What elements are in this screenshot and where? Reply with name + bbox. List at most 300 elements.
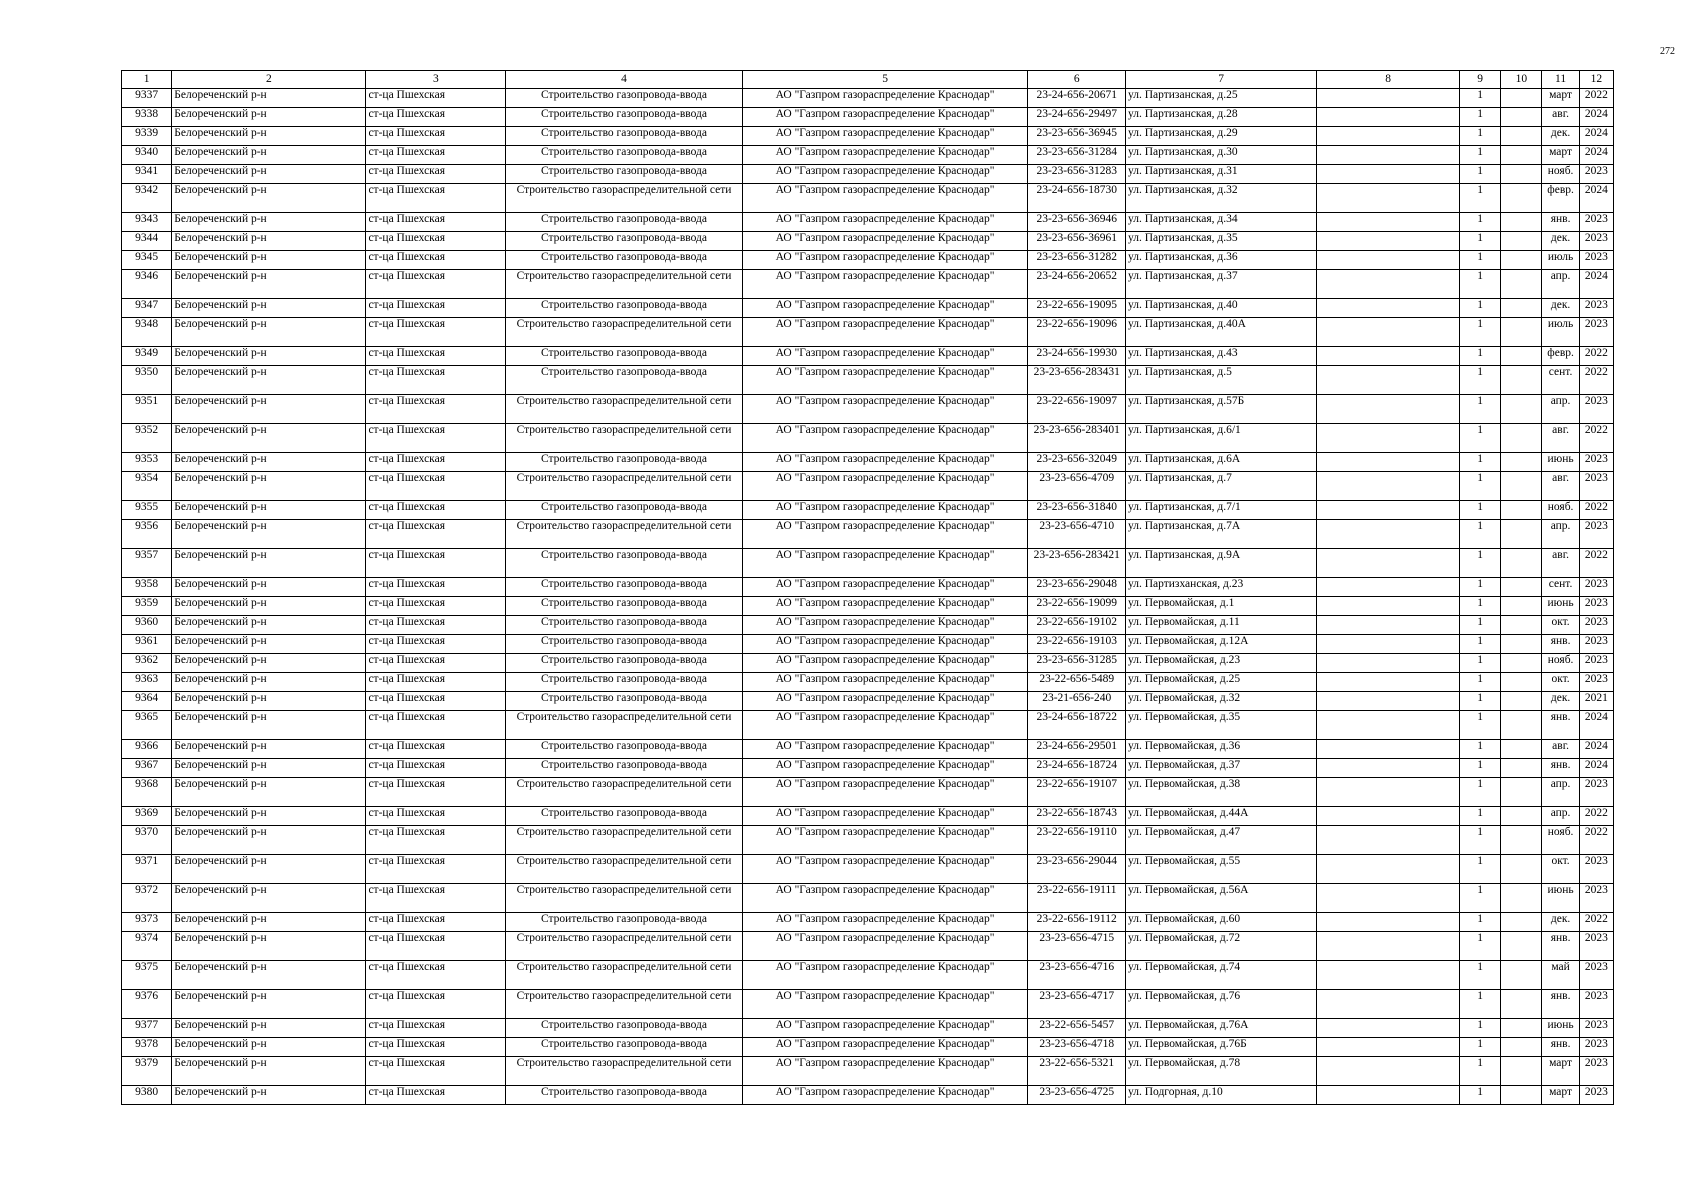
cell-organization: АО "Газпром газораспределение Краснодар" (742, 778, 1028, 807)
cell-col8 (1317, 127, 1460, 146)
cell-settlement: ст-ца Пшехская (366, 913, 506, 932)
cell-work-type: Строительство газопровода-ввода (506, 501, 742, 520)
cell-year: 2024 (1579, 146, 1613, 165)
cell-organization: АО "Газпром газораспределение Краснодар" (742, 578, 1028, 597)
cell-number: 9351 (122, 395, 172, 424)
column-header: 1 (122, 71, 172, 89)
column-header: 12 (1579, 71, 1613, 89)
cell-month: янв. (1542, 635, 1579, 654)
cell-number: 9375 (122, 961, 172, 990)
cell-settlement: ст-ца Пшехская (366, 347, 506, 366)
cell-settlement: ст-ца Пшехская (366, 453, 506, 472)
cell-number: 9377 (122, 1019, 172, 1038)
cell-year: 2022 (1579, 347, 1613, 366)
cell-work-type: Строительство газопровода-ввода (506, 597, 742, 616)
cell-organization: АО "Газпром газораспределение Краснодар" (742, 184, 1028, 213)
table-row (122, 251, 1614, 270)
page-number: 272 (1660, 46, 1675, 57)
cell-code: 23-22-656-19095 (1028, 299, 1126, 318)
cell-number: 9378 (122, 1038, 172, 1057)
cell-code: 23-23-656-4716 (1028, 961, 1126, 990)
cell-district: Белореченский р-н (172, 366, 366, 395)
cell-address: ул. Партизанская, д.35 (1126, 232, 1317, 251)
cell-organization: АО "Газпром газораспределение Краснодар" (742, 1019, 1028, 1038)
table-row (122, 184, 1614, 213)
cell-number: 9363 (122, 673, 172, 692)
cell-settlement: ст-ца Пшехская (366, 616, 506, 635)
cell-address: ул. Партизанская, д.30 (1126, 146, 1317, 165)
cell-settlement: ст-ца Пшехская (366, 299, 506, 318)
cell-col8 (1317, 778, 1460, 807)
cell-district: Белореченский р-н (172, 251, 366, 270)
cell-quantity: 1 (1460, 1019, 1501, 1038)
cell-year: 2024 (1579, 270, 1613, 299)
cell-number: 9379 (122, 1057, 172, 1086)
table-row (122, 146, 1614, 165)
cell-number: 9346 (122, 270, 172, 299)
cell-col10 (1501, 807, 1542, 826)
cell-work-type: Строительство газопровода-ввода (506, 578, 742, 597)
cell-settlement: ст-ца Пшехская (366, 318, 506, 347)
cell-col8 (1317, 807, 1460, 826)
cell-code: 23-24-656-18724 (1028, 759, 1126, 778)
cell-number: 9380 (122, 1086, 172, 1105)
cell-month: апр. (1542, 520, 1579, 549)
cell-address: ул. Подгорная, д.10 (1126, 1086, 1317, 1105)
cell-address: ул. Партизханская, д.23 (1126, 578, 1317, 597)
cell-col10 (1501, 597, 1542, 616)
cell-number: 9365 (122, 711, 172, 740)
cell-address: ул. Первомайская, д.23 (1126, 654, 1317, 673)
cell-number: 9353 (122, 453, 172, 472)
cell-year: 2024 (1579, 108, 1613, 127)
cell-settlement: ст-ца Пшехская (366, 1038, 506, 1057)
cell-col10 (1501, 1057, 1542, 1086)
cell-month: июнь (1542, 597, 1579, 616)
cell-organization: АО "Газпром газораспределение Краснодар" (742, 108, 1028, 127)
cell-col10 (1501, 453, 1542, 472)
cell-col8 (1317, 146, 1460, 165)
cell-col8 (1317, 692, 1460, 711)
table-row (122, 318, 1614, 347)
cell-work-type: Строительство газопровода-ввода (506, 673, 742, 692)
cell-quantity: 1 (1460, 1057, 1501, 1086)
cell-organization: АО "Газпром газораспределение Краснодар" (742, 826, 1028, 855)
cell-organization: АО "Газпром газораспределение Краснодар" (742, 990, 1028, 1019)
cell-settlement: ст-ца Пшехская (366, 597, 506, 616)
cell-year: 2023 (1579, 673, 1613, 692)
cell-col8 (1317, 913, 1460, 932)
cell-month: нояб. (1542, 826, 1579, 855)
cell-organization: АО "Газпром газораспределение Краснодар" (742, 89, 1028, 108)
cell-code: 23-23-656-4718 (1028, 1038, 1126, 1057)
column-header: 11 (1542, 71, 1579, 89)
cell-number: 9374 (122, 932, 172, 961)
cell-district: Белореченский р-н (172, 778, 366, 807)
table-row (122, 635, 1614, 654)
cell-work-type: Строительство газораспределительной сети (506, 855, 742, 884)
cell-district: Белореченский р-н (172, 146, 366, 165)
cell-month: дек. (1542, 913, 1579, 932)
cell-code: 23-22-656-19097 (1028, 395, 1126, 424)
cell-code: 23-23-656-29048 (1028, 578, 1126, 597)
cell-number: 9347 (122, 299, 172, 318)
cell-settlement: ст-ца Пшехская (366, 778, 506, 807)
table-row (122, 395, 1614, 424)
cell-year: 2023 (1579, 318, 1613, 347)
cell-district: Белореченский р-н (172, 318, 366, 347)
table-row (122, 89, 1614, 108)
cell-settlement: ст-ца Пшехская (366, 520, 506, 549)
cell-number: 9359 (122, 597, 172, 616)
cell-number: 9371 (122, 855, 172, 884)
cell-number: 9341 (122, 165, 172, 184)
cell-district: Белореченский р-н (172, 1086, 366, 1105)
cell-district: Белореченский р-н (172, 654, 366, 673)
cell-district: Белореченский р-н (172, 299, 366, 318)
cell-col8 (1317, 89, 1460, 108)
cell-month: апр. (1542, 778, 1579, 807)
cell-col10 (1501, 961, 1542, 990)
cell-address: ул. Партизанская, д.6А (1126, 453, 1317, 472)
cell-code: 23-22-656-19110 (1028, 826, 1126, 855)
cell-quantity: 1 (1460, 472, 1501, 501)
cell-address: ул. Партизанская, д.25 (1126, 89, 1317, 108)
cell-address: ул. Партизанская, д.6/1 (1126, 424, 1317, 453)
cell-district: Белореченский р-н (172, 165, 366, 184)
cell-address: ул. Партизанская, д.7/1 (1126, 501, 1317, 520)
cell-col8 (1317, 366, 1460, 395)
cell-district: Белореченский р-н (172, 232, 366, 251)
cell-district: Белореченский р-н (172, 597, 366, 616)
cell-month: янв. (1542, 990, 1579, 1019)
cell-month: нояб. (1542, 654, 1579, 673)
table-row (122, 520, 1614, 549)
cell-work-type: Строительство газораспределительной сети (506, 961, 742, 990)
cell-year: 2023 (1579, 453, 1613, 472)
cell-work-type: Строительство газопровода-ввода (506, 692, 742, 711)
cell-month: апр. (1542, 807, 1579, 826)
cell-year: 2023 (1579, 961, 1613, 990)
cell-settlement: ст-ца Пшехская (366, 711, 506, 740)
cell-organization: АО "Газпром газораспределение Краснодар" (742, 740, 1028, 759)
cell-year: 2023 (1579, 213, 1613, 232)
cell-col8 (1317, 759, 1460, 778)
cell-month: май (1542, 961, 1579, 990)
cell-quantity: 1 (1460, 424, 1501, 453)
cell-quantity: 1 (1460, 453, 1501, 472)
cell-work-type: Строительство газопровода-ввода (506, 913, 742, 932)
cell-code: 23-22-656-19096 (1028, 318, 1126, 347)
cell-code: 23-22-656-19102 (1028, 616, 1126, 635)
cell-work-type: Строительство газопровода-ввода (506, 635, 742, 654)
cell-col10 (1501, 673, 1542, 692)
table-row (122, 597, 1614, 616)
cell-month: июль (1542, 251, 1579, 270)
table-row (122, 165, 1614, 184)
table-row (122, 347, 1614, 366)
cell-quantity: 1 (1460, 759, 1501, 778)
cell-settlement: ст-ца Пшехская (366, 549, 506, 578)
cell-col10 (1501, 232, 1542, 251)
table-row (122, 453, 1614, 472)
cell-col10 (1501, 711, 1542, 740)
cell-month: окт. (1542, 616, 1579, 635)
cell-address: ул. Партизанская, д.40А (1126, 318, 1317, 347)
cell-district: Белореченский р-н (172, 855, 366, 884)
cell-col8 (1317, 932, 1460, 961)
cell-organization: АО "Газпром газораспределение Краснодар" (742, 146, 1028, 165)
table-row (122, 232, 1614, 251)
cell-code: 23-24-656-20671 (1028, 89, 1126, 108)
cell-number: 9368 (122, 778, 172, 807)
table-row (122, 826, 1614, 855)
cell-work-type: Строительство газопровода-ввода (506, 807, 742, 826)
cell-organization: АО "Газпром газораспределение Краснодар" (742, 251, 1028, 270)
table-row (122, 778, 1614, 807)
cell-code: 23-23-656-283401 (1028, 424, 1126, 453)
cell-quantity: 1 (1460, 184, 1501, 213)
cell-work-type: Строительство газопровода-ввода (506, 127, 742, 146)
table-row (122, 673, 1614, 692)
cell-col8 (1317, 826, 1460, 855)
cell-col8 (1317, 1038, 1460, 1057)
cell-settlement: ст-ца Пшехская (366, 184, 506, 213)
cell-settlement: ст-ца Пшехская (366, 270, 506, 299)
cell-col8 (1317, 654, 1460, 673)
cell-address: ул. Первомайская, д.11 (1126, 616, 1317, 635)
cell-col8 (1317, 597, 1460, 616)
cell-work-type: Строительство газопровода-ввода (506, 759, 742, 778)
table-row (122, 549, 1614, 578)
cell-number: 9344 (122, 232, 172, 251)
cell-organization: АО "Газпром газораспределение Краснодар" (742, 932, 1028, 961)
cell-organization: АО "Газпром газораспределение Краснодар" (742, 807, 1028, 826)
cell-address: ул. Первомайская, д.1 (1126, 597, 1317, 616)
table-row (122, 1057, 1614, 1086)
cell-organization: АО "Газпром газораспределение Краснодар" (742, 673, 1028, 692)
cell-quantity: 1 (1460, 855, 1501, 884)
cell-district: Белореченский р-н (172, 961, 366, 990)
cell-quantity: 1 (1460, 1038, 1501, 1057)
cell-number: 9338 (122, 108, 172, 127)
column-header: 7 (1126, 71, 1317, 89)
cell-year: 2023 (1579, 232, 1613, 251)
cell-quantity: 1 (1460, 913, 1501, 932)
table-row (122, 501, 1614, 520)
cell-year: 2024 (1579, 127, 1613, 146)
cell-work-type: Строительство газораспределительной сети (506, 472, 742, 501)
cell-code: 23-22-656-5321 (1028, 1057, 1126, 1086)
cell-settlement: ст-ца Пшехская (366, 366, 506, 395)
cell-col8 (1317, 472, 1460, 501)
cell-address: ул. Партизанская, д.31 (1126, 165, 1317, 184)
cell-col10 (1501, 89, 1542, 108)
cell-month: нояб. (1542, 501, 1579, 520)
cell-address: ул. Первомайская, д.74 (1126, 961, 1317, 990)
cell-col8 (1317, 884, 1460, 913)
cell-organization: АО "Газпром газораспределение Краснодар" (742, 1038, 1028, 1057)
cell-number: 9354 (122, 472, 172, 501)
cell-organization: АО "Газпром газораспределение Краснодар" (742, 961, 1028, 990)
cell-col8 (1317, 1057, 1460, 1086)
cell-year: 2023 (1579, 578, 1613, 597)
cell-month: авг. (1542, 549, 1579, 578)
cell-organization: АО "Газпром газораспределение Краснодар" (742, 520, 1028, 549)
cell-settlement: ст-ца Пшехская (366, 654, 506, 673)
cell-col10 (1501, 299, 1542, 318)
table-row (122, 1086, 1614, 1105)
cell-number: 9343 (122, 213, 172, 232)
cell-col8 (1317, 299, 1460, 318)
cell-district: Белореченский р-н (172, 213, 366, 232)
cell-col10 (1501, 184, 1542, 213)
cell-year: 2023 (1579, 1019, 1613, 1038)
cell-code: 23-24-656-18722 (1028, 711, 1126, 740)
cell-month: июнь (1542, 1019, 1579, 1038)
cell-month: дек. (1542, 299, 1579, 318)
cell-month: нояб. (1542, 165, 1579, 184)
cell-quantity: 1 (1460, 232, 1501, 251)
cell-month: апр. (1542, 395, 1579, 424)
cell-month: март (1542, 1086, 1579, 1105)
cell-district: Белореченский р-н (172, 711, 366, 740)
cell-settlement: ст-ца Пшехская (366, 578, 506, 597)
cell-organization: АО "Газпром газораспределение Краснодар" (742, 395, 1028, 424)
cell-work-type: Строительство газопровода-ввода (506, 232, 742, 251)
cell-col10 (1501, 635, 1542, 654)
cell-col8 (1317, 395, 1460, 424)
cell-col10 (1501, 759, 1542, 778)
cell-month: окт. (1542, 855, 1579, 884)
cell-month: авг. (1542, 108, 1579, 127)
cell-col10 (1501, 424, 1542, 453)
cell-address: ул. Первомайская, д.76 (1126, 990, 1317, 1019)
cell-organization: АО "Газпром газораспределение Краснодар" (742, 453, 1028, 472)
cell-year: 2023 (1579, 990, 1613, 1019)
cell-number: 9367 (122, 759, 172, 778)
cell-quantity: 1 (1460, 395, 1501, 424)
cell-col10 (1501, 251, 1542, 270)
cell-code: 23-23-656-31840 (1028, 501, 1126, 520)
cell-col10 (1501, 501, 1542, 520)
cell-organization: АО "Газпром газораспределение Краснодар" (742, 549, 1028, 578)
cell-col8 (1317, 251, 1460, 270)
cell-col10 (1501, 127, 1542, 146)
cell-quantity: 1 (1460, 578, 1501, 597)
cell-col8 (1317, 990, 1460, 1019)
cell-work-type: Строительство газопровода-ввода (506, 146, 742, 165)
cell-work-type: Строительство газораспределительной сети (506, 395, 742, 424)
cell-settlement: ст-ца Пшехская (366, 1057, 506, 1086)
cell-number: 9376 (122, 990, 172, 1019)
cell-quantity: 1 (1460, 616, 1501, 635)
cell-settlement: ст-ца Пшехская (366, 961, 506, 990)
cell-col10 (1501, 855, 1542, 884)
cell-district: Белореченский р-н (172, 826, 366, 855)
cell-work-type: Строительство газораспределительной сети (506, 711, 742, 740)
cell-settlement: ст-ца Пшехская (366, 635, 506, 654)
cell-code: 23-23-656-36961 (1028, 232, 1126, 251)
cell-col8 (1317, 1019, 1460, 1038)
table-row (122, 807, 1614, 826)
cell-quantity: 1 (1460, 692, 1501, 711)
cell-year: 2024 (1579, 711, 1613, 740)
cell-organization: АО "Газпром газораспределение Краснодар" (742, 213, 1028, 232)
cell-month: февр. (1542, 347, 1579, 366)
cell-month: апр. (1542, 270, 1579, 299)
cell-code: 23-24-656-29501 (1028, 740, 1126, 759)
cell-month: янв. (1542, 711, 1579, 740)
cell-work-type: Строительство газопровода-ввода (506, 165, 742, 184)
cell-settlement: ст-ца Пшехская (366, 89, 506, 108)
cell-district: Белореченский р-н (172, 1038, 366, 1057)
cell-work-type: Строительство газораспределительной сети (506, 520, 742, 549)
table-row (122, 299, 1614, 318)
cell-work-type: Строительство газопровода-ввода (506, 89, 742, 108)
cell-month: июнь (1542, 884, 1579, 913)
cell-year: 2022 (1579, 549, 1613, 578)
cell-year: 2022 (1579, 501, 1613, 520)
cell-organization: АО "Газпром газораспределение Краснодар" (742, 424, 1028, 453)
cell-organization: АО "Газпром газораспределение Краснодар" (742, 270, 1028, 299)
cell-district: Белореченский р-н (172, 472, 366, 501)
cell-col10 (1501, 395, 1542, 424)
cell-district: Белореченский р-н (172, 127, 366, 146)
cell-quantity: 1 (1460, 108, 1501, 127)
cell-code: 23-23-656-283421 (1028, 549, 1126, 578)
cell-col10 (1501, 616, 1542, 635)
cell-district: Белореченский р-н (172, 1057, 366, 1086)
cell-month: авг. (1542, 472, 1579, 501)
cell-code: 23-23-656-4715 (1028, 932, 1126, 961)
cell-year: 2023 (1579, 165, 1613, 184)
cell-number: 9345 (122, 251, 172, 270)
cell-settlement: ст-ца Пшехская (366, 395, 506, 424)
cell-district: Белореченский р-н (172, 578, 366, 597)
cell-settlement: ст-ца Пшехская (366, 884, 506, 913)
cell-settlement: ст-ца Пшехская (366, 108, 506, 127)
cell-address: ул. Первомайская, д.76Б (1126, 1038, 1317, 1057)
cell-quantity: 1 (1460, 520, 1501, 549)
cell-month: февр. (1542, 184, 1579, 213)
cell-col10 (1501, 472, 1542, 501)
cell-work-type: Строительство газопровода-ввода (506, 108, 742, 127)
cell-settlement: ст-ца Пшехская (366, 501, 506, 520)
cell-code: 23-23-656-29044 (1028, 855, 1126, 884)
cell-work-type: Строительство газопровода-ввода (506, 616, 742, 635)
cell-work-type: Строительство газораспределительной сети (506, 884, 742, 913)
cell-settlement: ст-ца Пшехская (366, 472, 506, 501)
cell-code: 23-23-656-31282 (1028, 251, 1126, 270)
cell-col10 (1501, 165, 1542, 184)
cell-col8 (1317, 673, 1460, 692)
cell-quantity: 1 (1460, 549, 1501, 578)
table-row (122, 472, 1614, 501)
cell-quantity: 1 (1460, 778, 1501, 807)
cell-district: Белореченский р-н (172, 89, 366, 108)
cell-settlement: ст-ца Пшехская (366, 855, 506, 884)
cell-month: янв. (1542, 932, 1579, 961)
cell-work-type: Строительство газораспределительной сети (506, 1057, 742, 1086)
cell-work-type: Строительство газораспределительной сети (506, 990, 742, 1019)
cell-year: 2023 (1579, 778, 1613, 807)
cell-settlement: ст-ца Пшехская (366, 424, 506, 453)
cell-code: 23-22-656-19099 (1028, 597, 1126, 616)
cell-district: Белореченский р-н (172, 913, 366, 932)
cell-address: ул. Партизанская, д.32 (1126, 184, 1317, 213)
cell-organization: АО "Газпром газораспределение Краснодар" (742, 597, 1028, 616)
